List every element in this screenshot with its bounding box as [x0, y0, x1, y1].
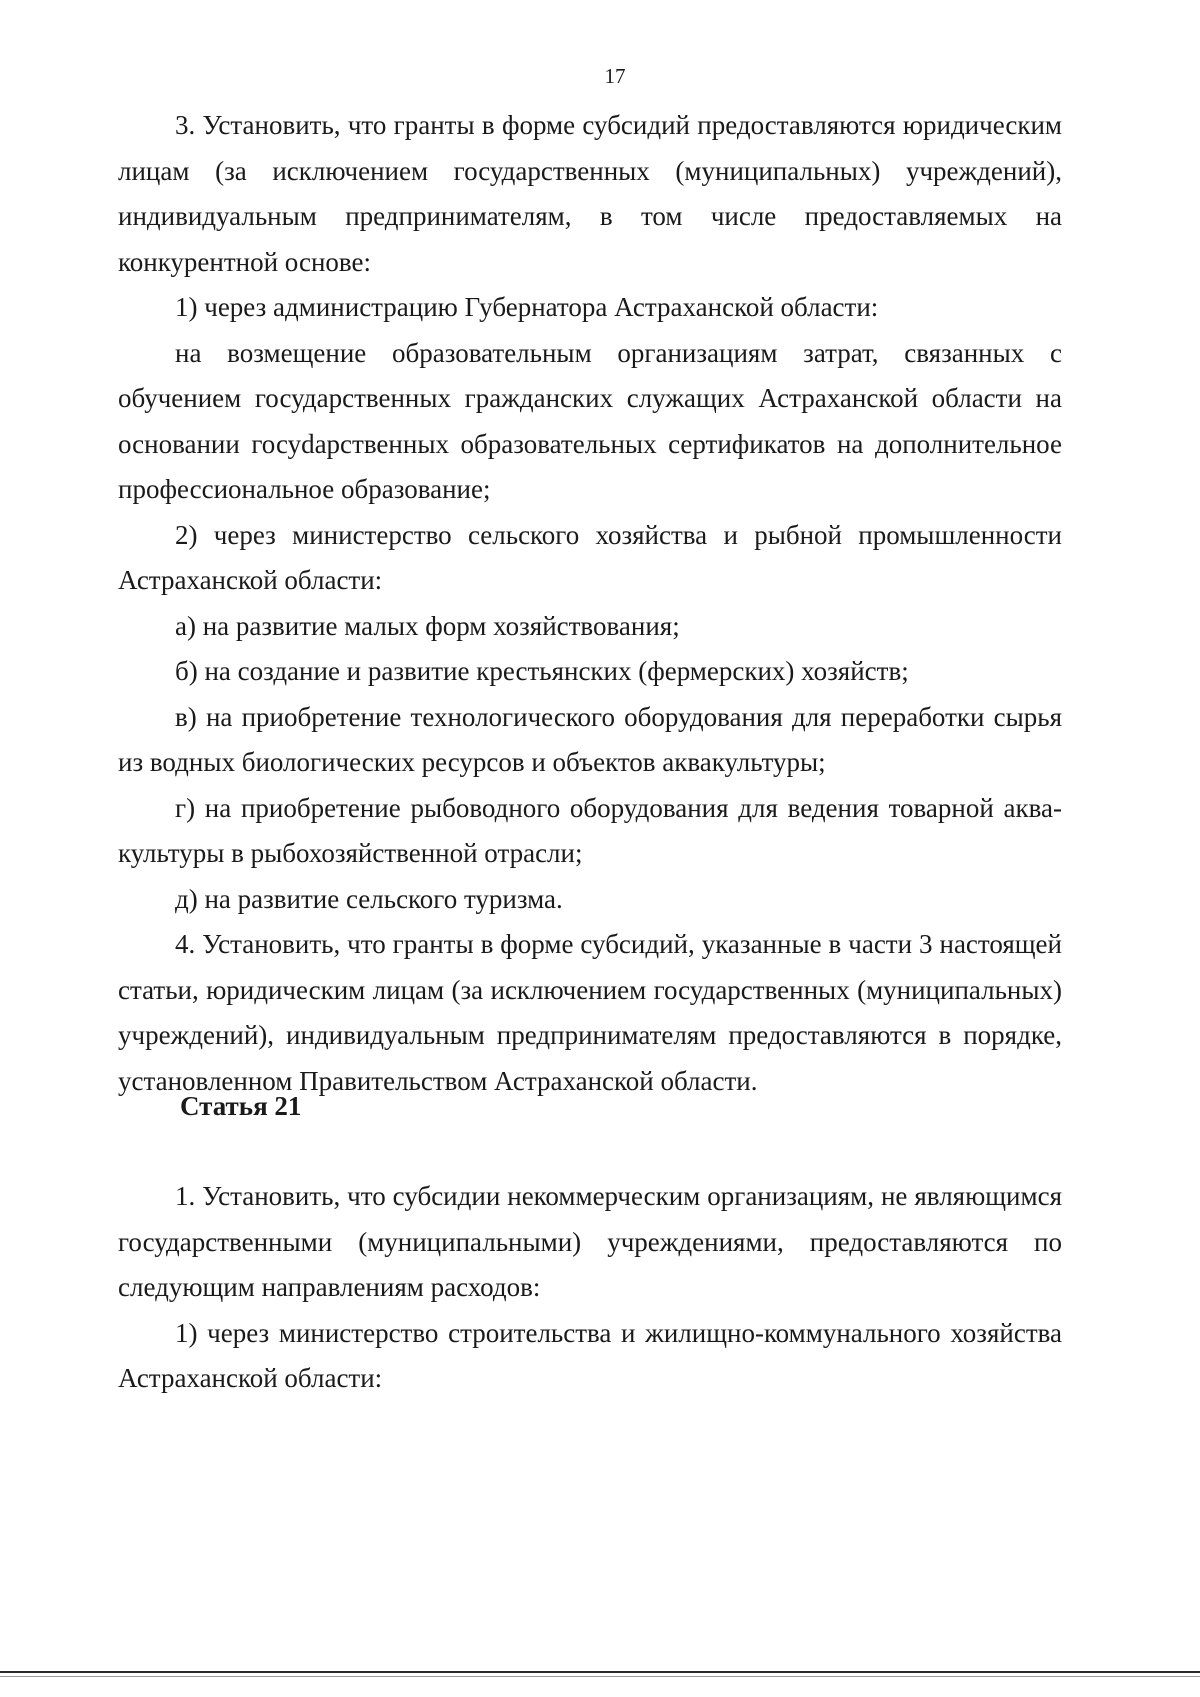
article-20-continuation: [118, 103, 1062, 1104]
paragraph-item-1: 1) через администрацию Губернатора Астраханской области:: [175, 292, 879, 322]
paragraph-part-1: 1. Установить, что субсидии некоммерческим организациям, не являющимся государственными (муниципальными) учреждениями, предоставляются по следующим направлениям расходов:: [118, 1181, 1062, 1302]
paragraph-subitem-d: д) на развитие сельского туризма.: [175, 883, 563, 914]
page-bottom-divider-shadow: [0, 1676, 1200, 1677]
paragraph-item-1-construction: 1) через министерство строительства и жилищно-коммунального хозяйства Астраханской области:: [118, 1317, 1062, 1393]
paragraph-subitem-a: а) на развитие малых форм хозяйствования;: [175, 610, 680, 641]
paragraph-subitem-b: б) на создание и развитие крестьянских (фермерских) хозяйств;: [175, 656, 909, 686]
paragraph-item-1-purpose: на возмещение образовательным организациям затрат, связанных с обучением государственных гражданских служащих Астраханской области на основании госуdарственных образовательных сертификатов на дополнительное профессиональное образование;: [118, 337, 1062, 504]
article-21-body: [118, 1174, 1062, 1402]
paragraph-part-4: 4. Установить, что гранты в форме субсидий, указанные в части 3 настоящей статьи, юридическим лицам (за исключением государственных (муниципальных) учреждений), индивидуальным предпринимателям предоставляются в порядке, установленном Правительством Астраханской области.: [118, 929, 1062, 1096]
paragraph-subitem-v: в) на приобретение технологического оборудования для переработки сырья из водных биологических ресурсов и объектов аквакультуры;: [118, 701, 1062, 777]
article-heading: Статья 21: [180, 1091, 302, 1121]
page-number: 17: [604, 64, 626, 88]
paragraph-item-2: 2) через министерство сельского хозяйства и рыбной промышленности Астраханской области:: [118, 519, 1062, 595]
page-bottom-divider: [0, 1671, 1200, 1673]
paragraph-subitem-g: г) на приобретение рыбоводного оборудования для ведения товарной аквакультуры в рыбохозяйственной отрасли;: [118, 792, 1062, 868]
paragraph-part-3: 3. Установить, что гранты в форме субсидий предоставляются юридическим лицам (за исключением государственных (муниципальных) учреждений), индивидуальным предпринимателям, в том числе предоставляемых на конкурентной основе:: [118, 110, 1062, 277]
